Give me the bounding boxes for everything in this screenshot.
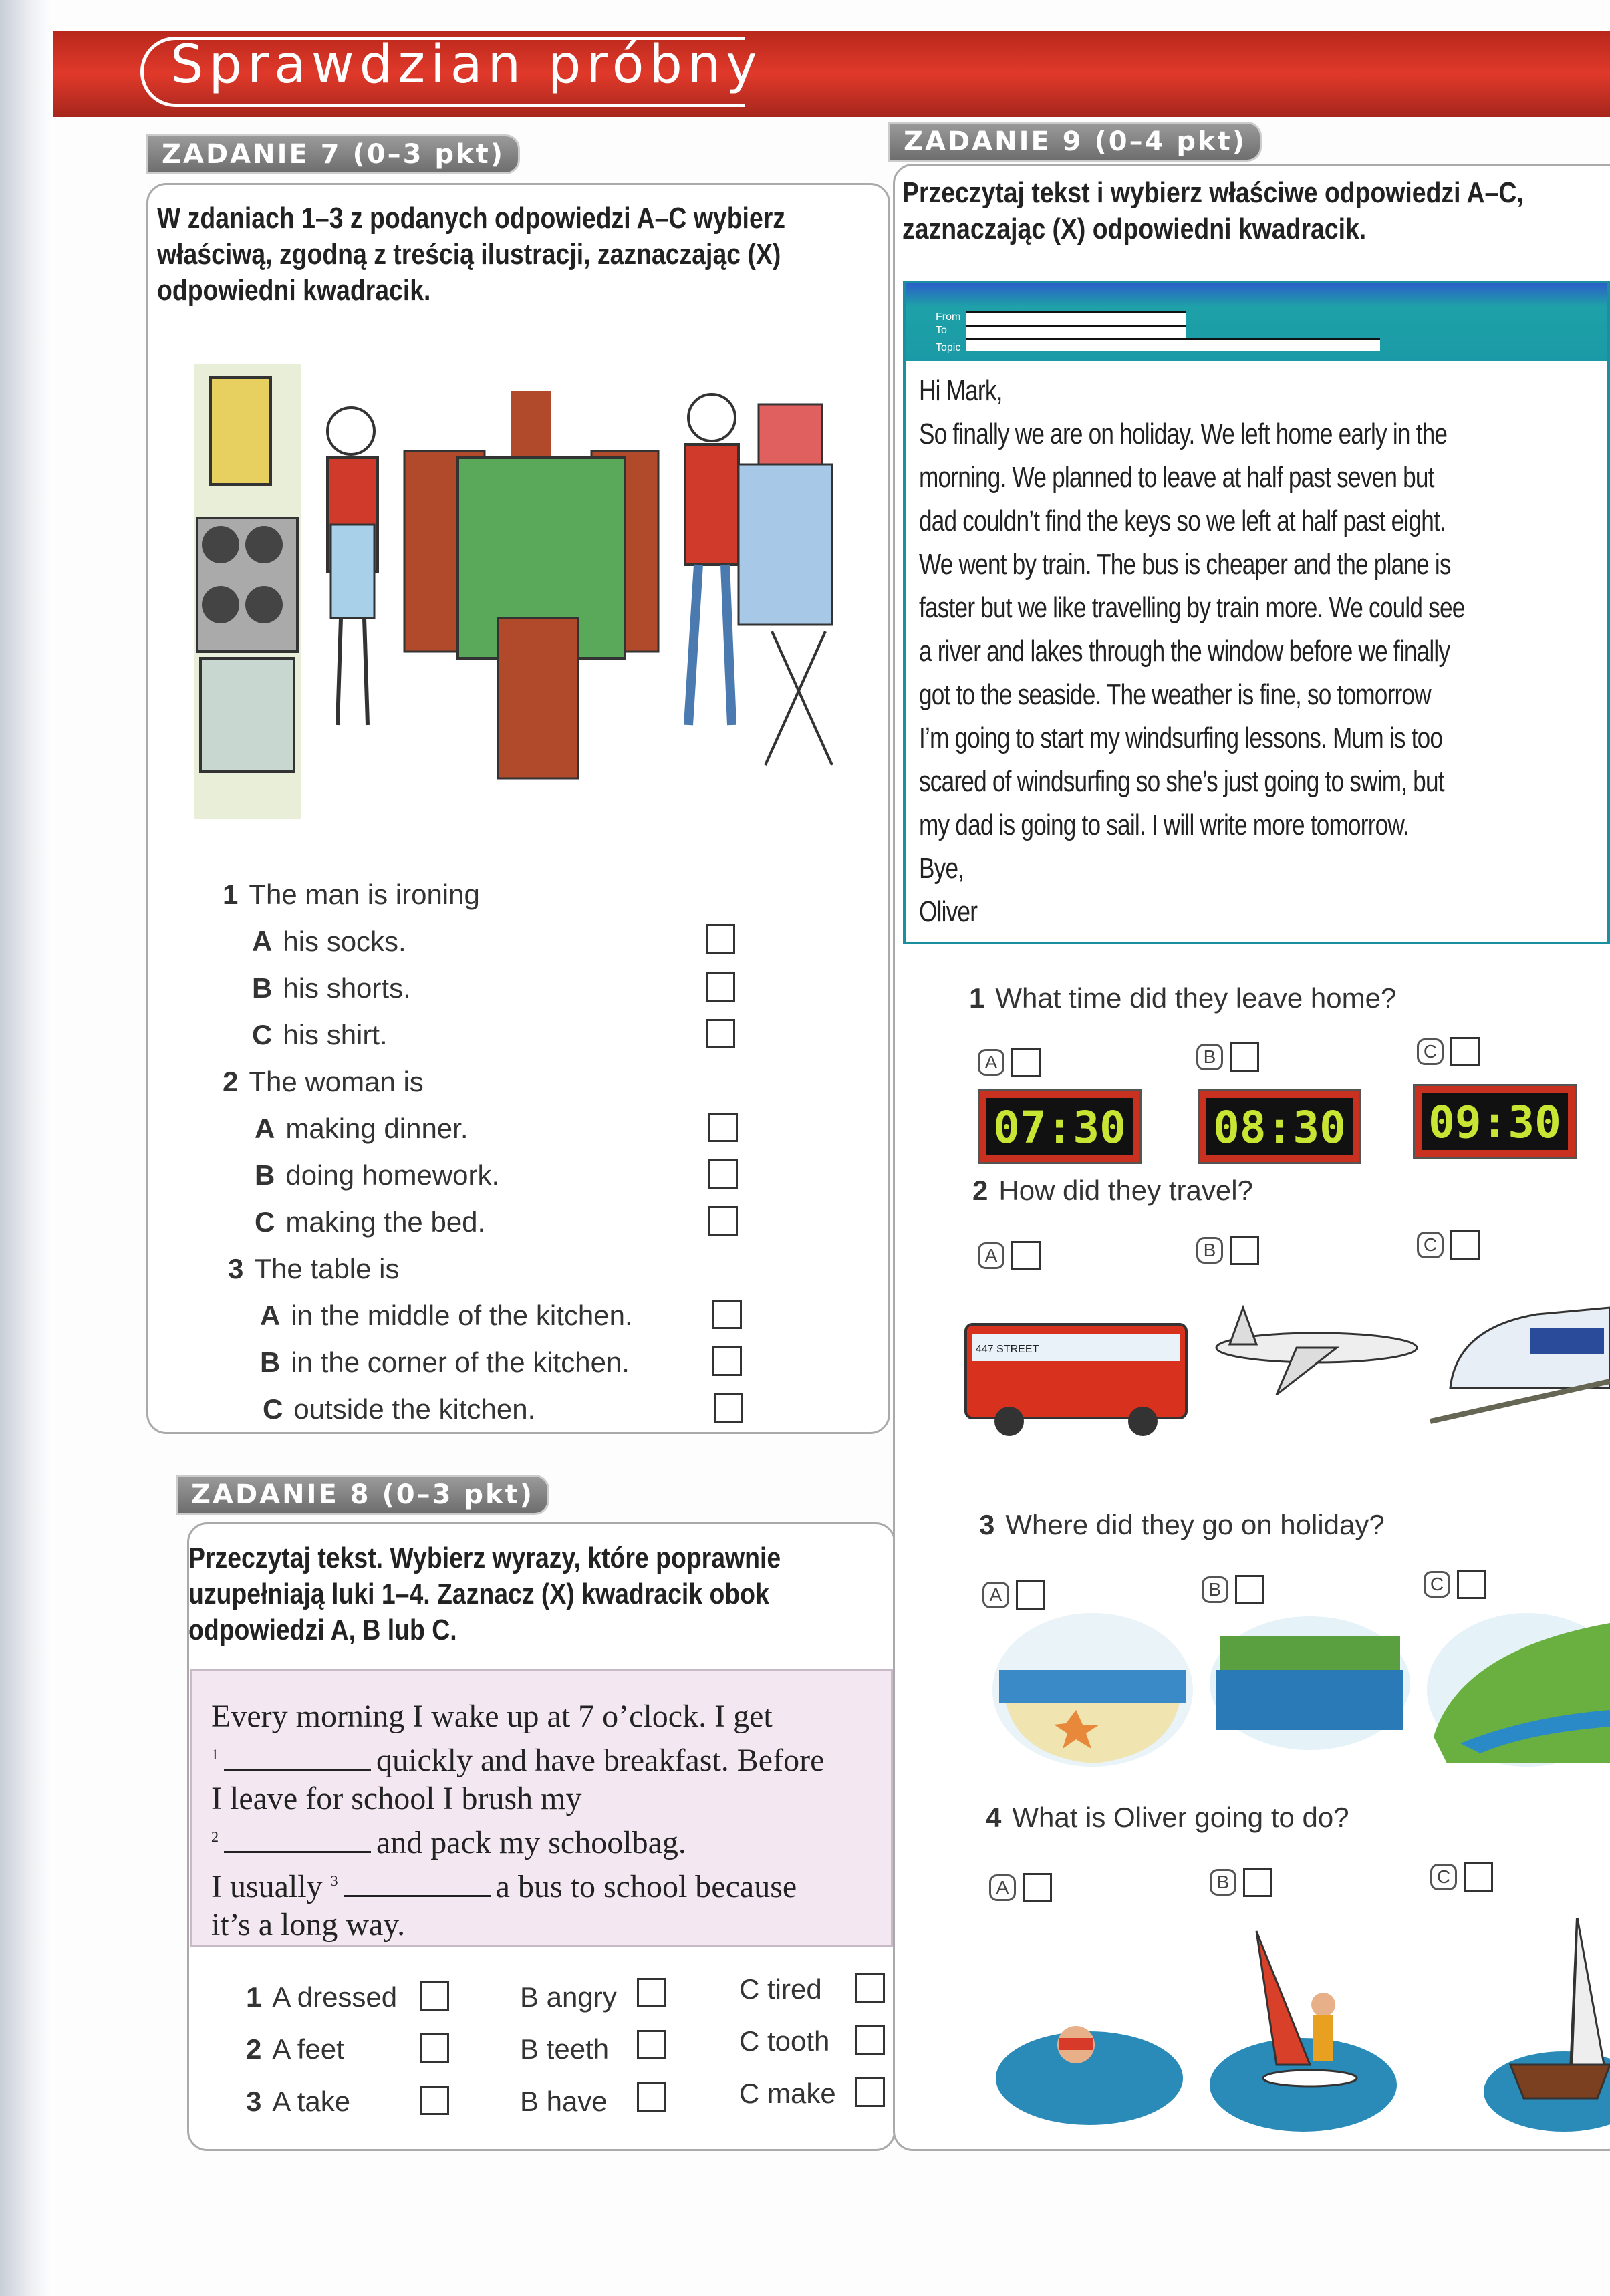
q9-1: 1 What time did they leave home? <box>969 982 1397 1014</box>
option-3b[interactable]: B in the corner of the kitchen. <box>223 1346 771 1393</box>
q9-3-option-c[interactable] <box>1424 1570 1486 1599</box>
q9-1-option-b[interactable] <box>1196 1042 1259 1072</box>
checkbox[interactable] <box>1011 1241 1041 1270</box>
email-line: Bye, <box>919 852 964 885</box>
option-letter: B <box>1196 1044 1223 1070</box>
email-line: We went by train. The bus is cheaper and the plane is <box>919 548 1451 581</box>
text-line: I leave for school I brush my <box>211 1781 582 1816</box>
place-pictures <box>992 1610 1610 1773</box>
q9-2-option-c[interactable] <box>1417 1230 1480 1260</box>
kitchen-illustration <box>190 351 863 841</box>
checkbox[interactable] <box>1235 1575 1264 1604</box>
checkbox[interactable] <box>708 1159 738 1189</box>
option-letter: C <box>1417 1232 1444 1258</box>
gap-text <box>190 1669 893 1947</box>
gap-3 <box>344 1895 491 1897</box>
option-letter: C <box>1430 1864 1457 1890</box>
text-line: $^1$ quickly and have breakfast. Before <box>211 1743 825 1778</box>
text-line: it’s a long way. <box>211 1907 406 1943</box>
q9-3: 3 Where did they go on holiday? <box>979 1509 1385 1540</box>
checkbox[interactable] <box>1450 1037 1480 1066</box>
checkbox[interactable] <box>637 1978 666 2007</box>
svg-text:447 STREET: 447 STREET <box>976 1344 1039 1355</box>
checkbox[interactable] <box>637 2030 666 2059</box>
checkbox[interactable] <box>1016 1580 1045 1610</box>
checkbox[interactable] <box>1450 1230 1480 1260</box>
checkbox[interactable] <box>714 1393 743 1423</box>
question-1: 1 The man is ironing <box>223 879 480 910</box>
text-line: $^2$ and pack my schoolbag. <box>211 1825 686 1860</box>
checkbox[interactable] <box>706 1019 735 1048</box>
email-line: morning. We planned to leave at half past seven but <box>919 461 1434 494</box>
q9-4-option-c[interactable] <box>1430 1862 1493 1892</box>
q9-2: 2 How did they travel? <box>972 1175 1253 1206</box>
q9-3-option-a[interactable] <box>982 1580 1045 1610</box>
option-letter: A <box>978 1242 1004 1269</box>
seaside-picture <box>992 1613 1193 1767</box>
checkbox[interactable] <box>855 2025 885 2055</box>
page-title: Sprawdzian próbny <box>170 35 763 95</box>
option-2c[interactable]: C making the bed. <box>223 1206 771 1253</box>
q9-4: 4 What is Oliver going to do? <box>986 1802 1349 1833</box>
windsurfing-picture <box>1210 1931 1397 2132</box>
plane-picture <box>1216 1308 1417 1395</box>
question-3: 3 The table is <box>228 1253 400 1284</box>
book-spine <box>0 0 53 2296</box>
to-field <box>966 325 1186 338</box>
email-line: Oliver <box>919 895 978 928</box>
from-field <box>966 311 1186 325</box>
q9-4-option-b[interactable] <box>1210 1868 1272 1897</box>
sailing-picture <box>1484 1918 1610 2132</box>
checkbox[interactable] <box>1464 1862 1493 1892</box>
gap-1 <box>224 1769 371 1771</box>
checkbox[interactable] <box>1230 1042 1259 1072</box>
checkbox[interactable] <box>420 2086 449 2115</box>
q9-2-option-b[interactable] <box>1196 1236 1259 1265</box>
option-letter: C <box>1424 1571 1450 1598</box>
checkbox[interactable] <box>1230 1236 1259 1265</box>
task8-tag: ZADANIE 8 (0–3 pkt) <box>176 1475 549 1515</box>
swimming-picture <box>996 2026 1183 2125</box>
clock-b: 08:30 <box>1198 1089 1361 1164</box>
option-1c[interactable]: C his shirt. <box>223 1019 771 1066</box>
email-line: dad couldn’t find the keys so we left at half past eight. <box>919 505 1446 537</box>
q9-4-option-a[interactable] <box>989 1873 1052 1902</box>
task8-instruction: Przeczytaj tekst. Wybierz wyrazy, które poprawnie uzupełniają luki 1–4. Zaznacz (X) kwadracik obok odpowiedzi A, B lub C. <box>188 1542 781 1646</box>
transport-pictures <box>962 1288 1610 1451</box>
checkbox[interactable] <box>1023 1873 1052 1902</box>
task7-instruction: W zdaniach 1–3 z podanych odpowiedzi A–C wybierz właściwą, zgodną z treścią ilustracji, zaznaczając (X) odpowiedni kwadracik. <box>157 202 786 307</box>
email-line: I’m going to start my windsurfing lessons. Mum is too <box>919 722 1443 754</box>
option-2b[interactable]: B doing homework. <box>223 1159 771 1206</box>
question-2: 2 The woman is <box>223 1066 424 1097</box>
option-letter: A <box>982 1582 1009 1608</box>
email-line: So finally we are on holiday. We left home early in the <box>919 418 1448 450</box>
q9-1-option-a[interactable] <box>978 1048 1041 1077</box>
option-1b[interactable]: B his shorts. <box>223 972 771 1019</box>
option-1a[interactable]: A his socks. <box>223 925 771 972</box>
river-picture <box>1427 1613 1610 1767</box>
task9-tag: ZADANIE 9 (0–4 pkt) <box>888 122 1262 162</box>
task7-questions <box>223 879 771 1440</box>
email-line: got to the seaside. The weather is fine, so tomorrow <box>919 678 1431 711</box>
checkbox[interactable] <box>637 2082 666 2112</box>
option-2a[interactable]: A making dinner. <box>223 1113 771 1159</box>
q9-1-option-c[interactable] <box>1417 1037 1480 1066</box>
checkbox[interactable] <box>855 1973 885 2003</box>
checkbox[interactable] <box>708 1206 738 1236</box>
option-letter: B <box>1202 1576 1228 1603</box>
checkbox[interactable] <box>708 1113 738 1142</box>
option-letter: A <box>989 1874 1016 1901</box>
email-line: a river and lakes through the window before we finally <box>919 635 1450 668</box>
checkbox[interactable] <box>420 1981 449 2011</box>
checkbox[interactable] <box>420 2033 449 2063</box>
checkbox[interactable] <box>1457 1570 1486 1599</box>
option-3c[interactable]: C outside the kitchen. <box>223 1393 771 1440</box>
checkbox[interactable] <box>855 2077 885 2107</box>
q9-3-option-b[interactable] <box>1202 1575 1264 1604</box>
task9-instruction: Przeczytaj tekst i wybierz właściwe odpowiedzi A–C, zaznaczając (X) odpowiedni kwadracik. <box>902 176 1524 245</box>
option-letter: C <box>1417 1038 1444 1065</box>
checkbox[interactable] <box>706 924 735 954</box>
checkbox[interactable] <box>712 1300 742 1329</box>
text-line: Every morning I wake up at 7 o’clock. I get <box>211 1699 773 1734</box>
email-line: my dad is going to sail. I will write more tomorrow. <box>919 809 1410 841</box>
email-window <box>903 281 1610 944</box>
activity-pictures <box>996 1918 1610 2138</box>
clock-c: 09:30 <box>1413 1084 1577 1159</box>
option-letter: B <box>1210 1869 1236 1896</box>
task7-tag: ZADANIE 7 (0–3 pkt) <box>146 134 520 174</box>
text-line: I usually $^3$ a bus to school because <box>211 1869 797 1904</box>
checkbox[interactable] <box>712 1346 742 1376</box>
gap-2 <box>224 1851 371 1853</box>
topic-field <box>966 338 1380 351</box>
train-picture <box>1430 1308 1610 1421</box>
q9-2-option-a[interactable] <box>978 1241 1041 1270</box>
option-letter: A <box>978 1049 1004 1076</box>
option-letter: B <box>1196 1237 1223 1264</box>
option-3a[interactable]: A in the middle of the kitchen. <box>223 1300 771 1346</box>
checkbox[interactable] <box>706 972 735 1002</box>
checkbox[interactable] <box>1011 1048 1041 1077</box>
bus-picture <box>966 1324 1186 1436</box>
email-body <box>906 361 1607 942</box>
lake-picture <box>1210 1616 1410 1750</box>
checkbox[interactable] <box>1243 1868 1272 1897</box>
email-header: From To Topic <box>906 283 1607 361</box>
email-line: faster but we like travelling by train more. We could see <box>919 591 1465 624</box>
email-line: Hi Mark, <box>919 374 1002 407</box>
email-line: scared of windsurfing so she’s just going to swim, but <box>919 765 1444 798</box>
clock-a: 07:30 <box>978 1089 1142 1164</box>
